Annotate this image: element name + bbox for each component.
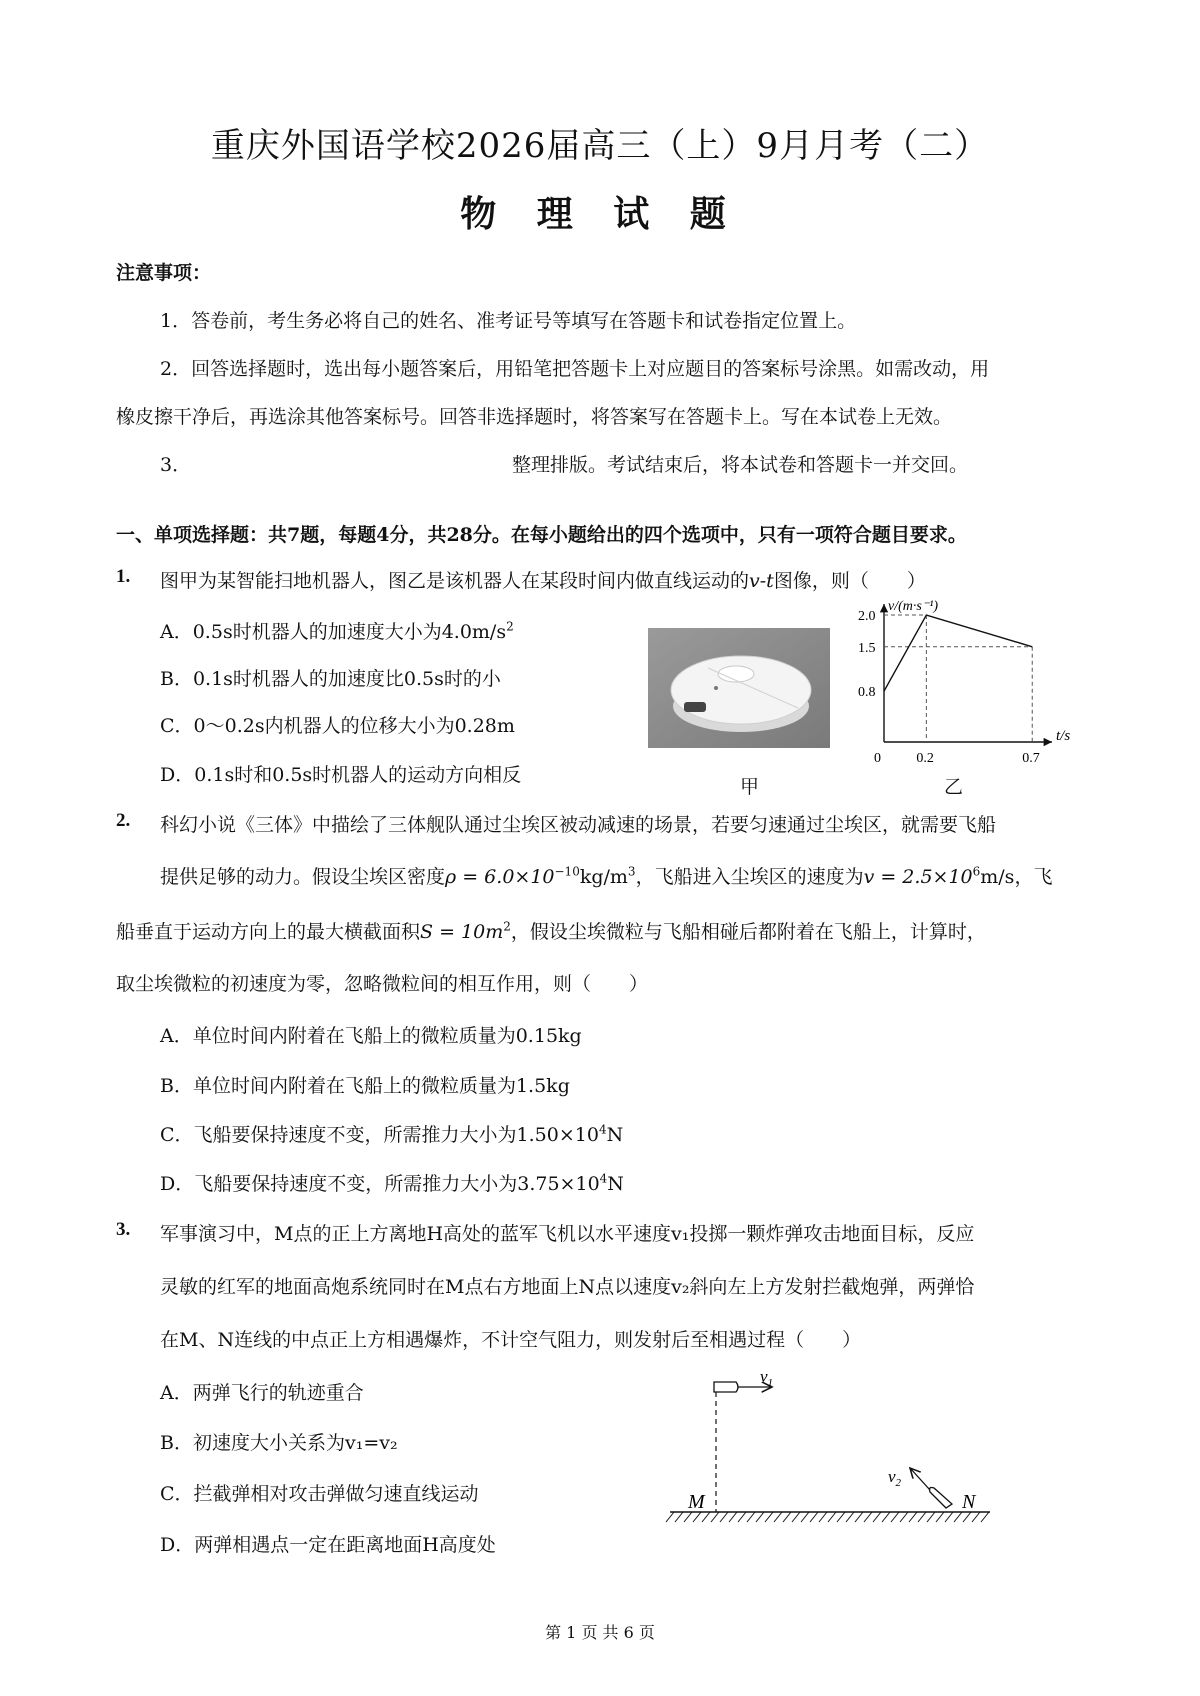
q2-option-b: B．单位时间内附着在飞船上的微粒质量为1.5kg [160, 1075, 570, 1097]
vt-y-tick-label: 1.5 [858, 640, 876, 656]
hatch-mark [684, 1512, 692, 1522]
q2-velocity-formula: v = 2.5×10 [863, 866, 973, 888]
vt-y-axis-label: v/(m·s⁻¹) [888, 599, 939, 614]
hatch-mark [963, 1512, 971, 1522]
hatch-mark [765, 1512, 773, 1522]
hatch-mark [711, 1512, 719, 1522]
hatch-mark [936, 1512, 944, 1522]
q3-option-a: A．两弹飞行的轨迹重合 [160, 1382, 364, 1404]
hatch-mark [855, 1512, 863, 1522]
q3-line2: 灵敏的红军的地面高炮系统同时在M点右方地面上N点以速度v₂斜向左上方发射拦截炮弹，两弹恰 [160, 1276, 975, 1298]
notice-item-3-text: 整理排版。考试结束后，将本试卷和答题卡一并交回。 [512, 454, 969, 476]
hatch-mark [873, 1512, 881, 1522]
hatch-mark [954, 1512, 962, 1522]
vt-graph [838, 596, 1098, 782]
vt-x-tick-label: 0.7 [1022, 751, 1040, 766]
point-n-label: N [962, 1491, 976, 1513]
hatch-mark [882, 1512, 890, 1522]
hatch-mark [783, 1512, 791, 1522]
notice-item-1: 1．答卷前，考生务必将自己的姓名、准考证号等填写在答题卡和试卷指定位置上。 [160, 310, 857, 332]
plane-icon [714, 1382, 738, 1392]
notice-heading: 注意事项： [116, 262, 212, 284]
q1-number: 1. [116, 566, 131, 587]
exam-title: 重庆外国语学校2026届高三（上）9月月考（二） [210, 126, 990, 166]
q2-line3: 船垂直于运动方向上的最大横截面积$S = 10m^2$，假设尘埃微粒与飞船相碰后都附着在飞船上，计算时， [116, 919, 986, 943]
hatch-mark [945, 1512, 953, 1522]
hatch-mark [918, 1512, 926, 1522]
hatch-mark [756, 1512, 764, 1522]
hatch-mark [675, 1512, 683, 1522]
figure-jia-label: 甲 [740, 776, 760, 798]
q1-option-b: B．0.1s时机器人的加速度比0.5s时的小 [160, 668, 501, 690]
hatch-mark [891, 1512, 899, 1522]
hatch-mark [747, 1512, 755, 1522]
v1-label: $v_1$ [760, 1370, 774, 1389]
hatch-mark [927, 1512, 935, 1522]
q1-stem [160, 566, 926, 593]
q1-stem-var: v-t [749, 570, 774, 592]
q1-stem-part2: 图像，则（ ） [773, 570, 926, 592]
hatch-mark [900, 1512, 908, 1522]
hatch-mark [792, 1512, 800, 1522]
hatch-mark [828, 1512, 836, 1522]
hatch-mark [864, 1512, 872, 1522]
section-heading: 一、单项选择题：共7题，每题4分，共28分。在每小题给出的四个选项中，只有一项符合题目要求。 [116, 524, 967, 546]
vt-x-tick-label: 0.2 [916, 751, 934, 766]
notice-item-2-line1: 2．回答选择题时，选出每小题答案后，用铅笔把答题卡上对应题目的答案标号涂黑。如需改动，用 [160, 358, 990, 380]
page-number: 第 1 页 共 6 页 [545, 1623, 655, 1642]
q2-density-formula: ρ = 6.0×10 [445, 866, 555, 888]
robot-photo [648, 628, 830, 748]
q3-line3: 在M、N连线的中点正上方相遇爆炸，不计空气阻力，则发射后至相遇过程（ ） [160, 1329, 862, 1351]
q1-option-a: A．0.5s时机器人的加速度大小为$4.0m/s^2$ [160, 619, 514, 643]
hatch-mark [981, 1512, 989, 1522]
v2-arrow [910, 1468, 930, 1490]
q2-area-formula: S = 10m [420, 921, 504, 943]
vt-y-tick-label: 0.8 [858, 685, 876, 701]
hatch-mark [801, 1512, 809, 1522]
q2-option-c: C．飞船要保持速度不变，所需推力大小为$1.50\times 10^4N$ [160, 1122, 624, 1146]
hatch-mark [837, 1512, 845, 1522]
notice-item-2-line2: 橡皮擦干净后，再选涂其他答案标号。回答非选择题时，将答案写在答题卡上。写在本试卷上无效。 [116, 406, 953, 428]
q3-number: 3. [116, 1219, 131, 1240]
hatch-mark [909, 1512, 917, 1522]
figure-yi-label: 乙 [944, 776, 964, 798]
q2-option-d: D．飞船要保持速度不变，所需推力大小为$3.75\times 10^4N$ [160, 1171, 624, 1195]
hatch-mark [738, 1512, 746, 1522]
shell-icon [930, 1488, 953, 1509]
point-m-label: M [688, 1491, 705, 1513]
notice-item-3-number: 3． [160, 454, 192, 476]
q2-line4: 取尘埃微粒的初速度为零，忽略微粒间的相互作用，则（ ） [116, 973, 649, 995]
q1-stem-part1: 图甲为某智能扫地机器人，图乙是该机器人在某段时间内做直线运动的 [160, 570, 750, 592]
q3-option-c: C．拦截弹相对攻击弹做匀速直线运动 [160, 1483, 479, 1505]
hatch-mark [774, 1512, 782, 1522]
robot-vacuum-icon [648, 628, 830, 748]
q1-option-d: D．0.1s时和0.5s时机器人的运动方向相反 [160, 764, 522, 786]
hatch-mark [720, 1512, 728, 1522]
v2-label: $v_2$ [888, 1467, 902, 1489]
q3-option-b: B．初速度大小关系为v₁=v₂ [160, 1432, 398, 1454]
hatch-mark [729, 1512, 737, 1522]
hatch-mark [702, 1512, 710, 1522]
q2-line1: 科幻小说《三体》中描绘了三体舰队通过尘埃区被动减速的场景，若要匀速通过尘埃区，就需要飞船 [160, 814, 997, 836]
q3-option-d: D．两弹相遇点一定在距离地面H高度处 [160, 1534, 496, 1556]
q2-line2: 提供足够的动力。假设尘埃区密度$\rho = 6.0\times 10^{-10}kg/m^3$，飞船进入尘埃区的速度为$v = 2.5\times 10^6m/s$，飞 [160, 864, 1053, 888]
vt-x-axis-label: t/s [1056, 728, 1071, 744]
q2-option-a: A．单位时间内附着在飞船上的微粒质量为0.15kg [160, 1025, 582, 1047]
vt-x-tick-label: 0 [874, 751, 881, 766]
hatch-mark [846, 1512, 854, 1522]
hatch-mark [693, 1512, 701, 1522]
ground-hatching [666, 1512, 989, 1522]
subject-title: 物 理 试 题 [460, 193, 740, 235]
q2-number: 2. [116, 810, 131, 831]
q3-diagram [660, 1370, 1000, 1570]
hatch-mark [666, 1512, 674, 1522]
q3-line1: 军事演习中，M点的正上方离地H高处的蓝军飞机以水平速度v₁投掷一颗炸弹攻击地面目标，反应 [160, 1223, 975, 1245]
vt-y-tick-label: 2.0 [858, 609, 876, 625]
hatch-mark [810, 1512, 818, 1522]
hatch-mark [819, 1512, 827, 1522]
hatch-mark [972, 1512, 980, 1522]
q1-option-c: C．0～0.2s内机器人的位移大小为0.28m [160, 715, 515, 737]
vt-data-line [884, 615, 1032, 691]
